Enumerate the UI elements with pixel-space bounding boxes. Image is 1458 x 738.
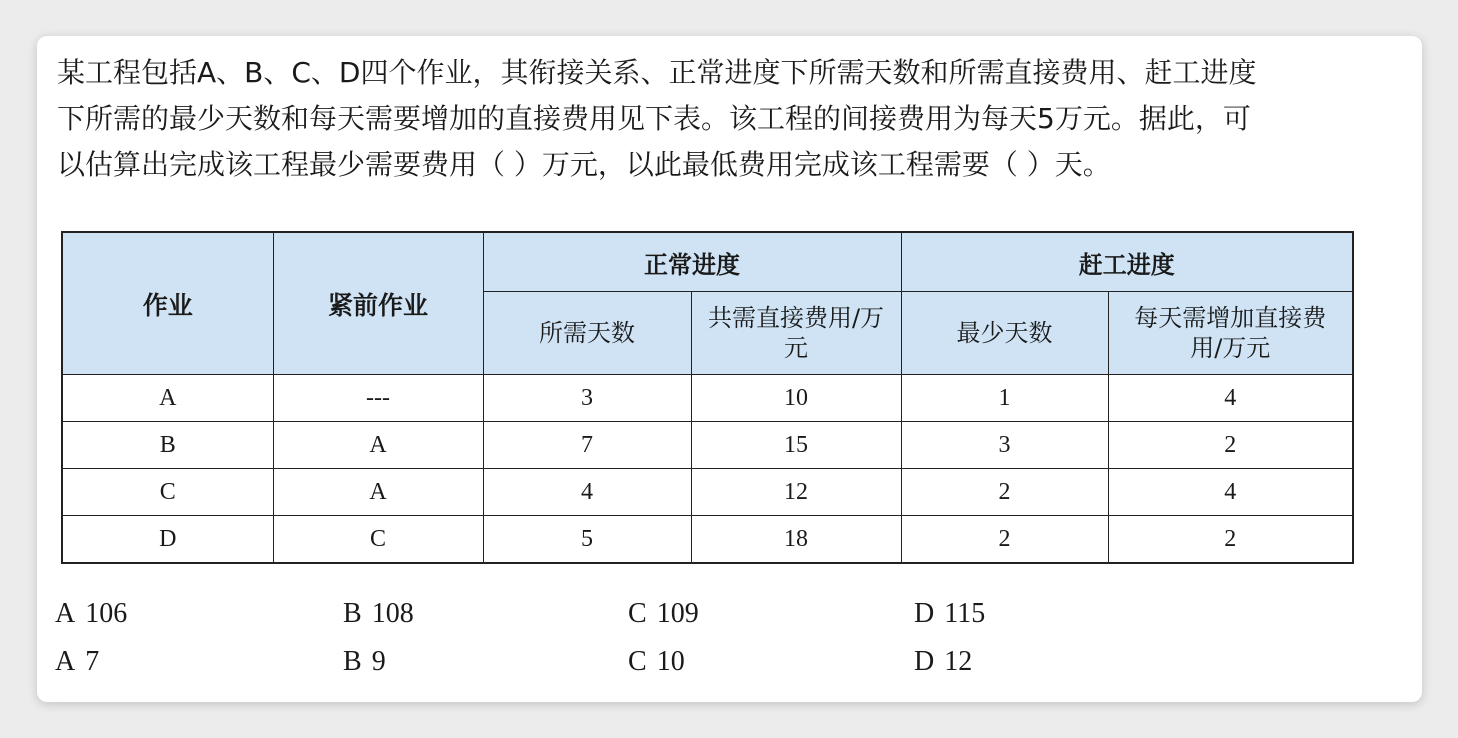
cell-crash-cost: 2 xyxy=(1108,422,1353,469)
table-row xyxy=(62,516,1353,564)
header-normal-schedule: 正常进度 xyxy=(483,232,901,292)
cell-task: A xyxy=(62,375,273,422)
table-row xyxy=(62,469,1353,516)
cell-task: D xyxy=(62,516,273,564)
cell-normal-days: 7 xyxy=(483,422,691,469)
option-letter: B xyxy=(343,646,362,677)
cell-normal-cost: 12 xyxy=(691,469,901,516)
cell-predecessor: C xyxy=(273,516,483,564)
header-crash-schedule: 赶工进度 xyxy=(901,232,1353,292)
option-a-cost[interactable] xyxy=(55,598,127,630)
option-letter: A xyxy=(55,646,76,677)
question-line: 下所需的最少天数和每天需要增加的直接费用见下表。该工程的间接费用为每天5万元。据此，可 xyxy=(57,102,1251,135)
option-value: 115 xyxy=(944,598,986,629)
cell-crash-cost: 4 xyxy=(1108,469,1353,516)
option-value: 109 xyxy=(656,598,699,629)
cell-crash-cost: 2 xyxy=(1108,516,1353,564)
option-c-cost[interactable] xyxy=(628,598,699,630)
header-normal-cost-label: 共需直接费用/万元 xyxy=(707,304,885,362)
cell-crash-days: 1 xyxy=(901,375,1108,422)
cell-predecessor: --- xyxy=(273,375,483,422)
cell-normal-days: 5 xyxy=(483,516,691,564)
cell-normal-cost: 18 xyxy=(691,516,901,564)
option-d-days[interactable] xyxy=(914,646,972,678)
option-value: 9 xyxy=(371,646,386,677)
cell-crash-days: 2 xyxy=(901,469,1108,516)
cell-task: B xyxy=(62,422,273,469)
table-row xyxy=(62,375,1353,422)
option-letter: C xyxy=(628,646,647,677)
question-line: 某工程包括A、B、C、D四个作业，其衔接关系、正常进度下所需天数和所需直接费用、赶工进度 xyxy=(57,56,1257,89)
option-letter: D xyxy=(914,598,935,629)
option-letter: C xyxy=(628,598,647,629)
cell-predecessor: A xyxy=(273,469,483,516)
cell-predecessor: A xyxy=(273,422,483,469)
options-row-days xyxy=(55,646,1155,694)
option-c-days[interactable] xyxy=(628,646,685,678)
cell-normal-days: 3 xyxy=(483,375,691,422)
header-normal-cost xyxy=(691,292,901,375)
task-table xyxy=(61,231,1354,564)
cell-normal-days: 4 xyxy=(483,469,691,516)
options-row-cost xyxy=(55,598,1155,646)
header-crash-cost xyxy=(1108,292,1353,375)
option-letter: D xyxy=(914,646,935,677)
table-row xyxy=(62,422,1353,469)
option-b-cost[interactable] xyxy=(343,598,414,630)
header-crash-cost-label: 每天需增加直接费用/万元 xyxy=(1134,304,1327,362)
option-d-cost[interactable] xyxy=(914,598,985,630)
option-letter: B xyxy=(343,598,362,629)
cell-task: C xyxy=(62,469,273,516)
option-value: 108 xyxy=(371,598,414,629)
question-text xyxy=(57,50,1407,188)
question-card xyxy=(37,36,1422,702)
option-value: 12 xyxy=(944,646,973,677)
option-value: 106 xyxy=(85,598,128,629)
question-line: 以估算出完成该工程最少需要费用（ ）万元，以此最低费用完成该工程需要（ ）天。 xyxy=(57,148,1111,181)
option-value: 10 xyxy=(656,646,685,677)
header-task: 作业 xyxy=(62,232,273,375)
cell-crash-cost: 4 xyxy=(1108,375,1353,422)
option-a-days[interactable] xyxy=(55,646,99,678)
header-predecessor: 紧前作业 xyxy=(273,232,483,375)
cell-normal-cost: 15 xyxy=(691,422,901,469)
option-value: 7 xyxy=(85,646,100,677)
cell-crash-days: 2 xyxy=(901,516,1108,564)
header-normal-days: 所需天数 xyxy=(483,292,691,375)
answer-options xyxy=(55,598,1155,694)
cell-normal-cost: 10 xyxy=(691,375,901,422)
cell-crash-days: 3 xyxy=(901,422,1108,469)
header-crash-days: 最少天数 xyxy=(901,292,1108,375)
option-b-days[interactable] xyxy=(343,646,386,678)
option-letter: A xyxy=(55,598,76,629)
